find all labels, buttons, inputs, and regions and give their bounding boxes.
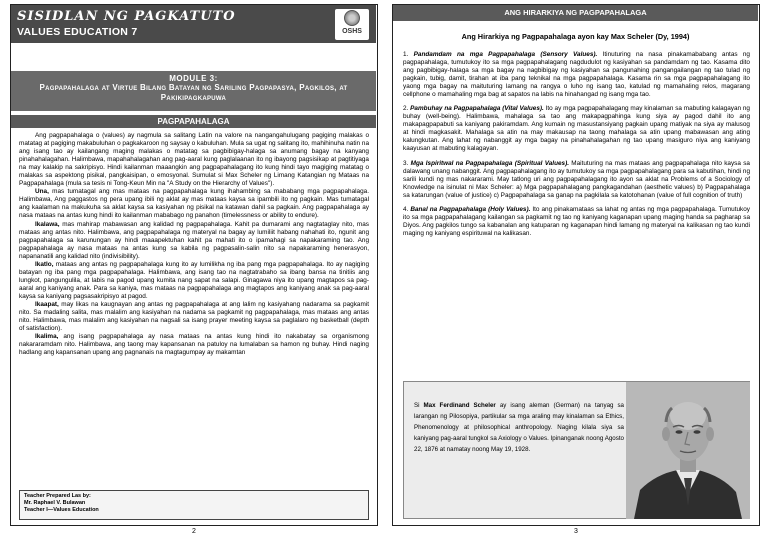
portrait-photo (626, 382, 750, 519)
teacher-credit-box (19, 490, 369, 520)
teacher-name: Mr. Raphael V. Bulawan (24, 500, 86, 506)
teacher-credit-label: Teacher Prepared Las by: (24, 493, 91, 499)
list-item: 3. Mga Ispiritwal na Pagpapahalaga (Spiritual Values). Maituturing na mas mataas ang pagpapahalaga nito kaysa sa dalawang unang nabanggit. Ang pagpapahalagang ito ay tumutukoy sa mga pagpapahalagang para sa kabutihan, hindi ng sarili kundi ng mas nakararami. May tatlong uri ang pagpapahalagang ito ayon sa aklat na Problems of a Sociology of Knowledge na isinulat ni Max Scheler: a) Mga pagpapahalagang pangkagandahan (aesthetic values) b) Pagpapahalaga sa katarungan (value of justice) c) Pagpapahalaga sa ganap na pagkilala sa katotohanan (value of full cognition of truth) (403, 159, 750, 199)
section-title: Ang Hirarkiya ng Pagpapahalaga ayon kay Max Scheler (Dy, 1994) (461, 32, 690, 41)
body-text (19, 132, 369, 357)
list-item: 1. Pandamdam na mga Pagpapahalaga (Sensory Values). Itinuturing na nasa pinakamababang antas ng pagpapahalaga, tumutukoy ito sa mga pagpapahalagang nagdudulot ng kasiyahan sa pandamdam ng tao. Kasama dito ang pagbibigay-halaga sa mga bagay na nagbibigay ng kasiyahan sa pangunahing pangangailangan ng tao tulad ng pagkain, tubig, damit, tirahan at iba pang teknikal na mga pagpapahalaga. Kasama rin sa mga pagpapahalagang ito yaong mga bagay na maituturing lamang na rangya o luho ng isang tao, katulad ng mamahaling relos, magarang cellphone o mamahaling mga bag at sapatos na labis na hinahangad ng isang mga tao. (403, 51, 750, 98)
logo-text: OSHS (342, 28, 362, 35)
bio-box (403, 381, 750, 519)
teacher-role: Teacher I—Values Education (24, 507, 99, 513)
module-title: MODULE 3: (169, 74, 218, 83)
hierarchy-list (403, 51, 750, 245)
brand-header (11, 5, 376, 43)
seal-icon (344, 10, 360, 26)
paragraph: Ikalima, ang isang pagpapahalaga ay nasa mataas na antas kung hindi ito nakabatay sa organismong nakararamdam nito. Halimbawa, ang taong may kapansanan na patuloy na lumalaban sa hamon ng buhay. Hindi naging hadlang ang kapansanan upang ang pagnanais na magtagumpay ay makamtan (19, 333, 369, 357)
bio-text: Si Max Ferdinand Scheler ay isang aleman (German) na tanyag sa larangan ng Pilosopiya, partikular sa mga araling may kinalaman sa Ethics, Phenomenology at philosophical anthropology. Naging kilala siya sa kaniyang pag-aaral tungkol sa Axiology o Values. Ipinanganak noong Agosto 22, 1876 at namatay noong May 19, 1928. (414, 402, 624, 453)
section-header: ANG HIRARKIYA NG PAGPAPAHALAGA (393, 5, 758, 21)
brand-title: SISIDLAN NG PAGKATUTO (17, 9, 236, 24)
paragraph: Ikaapat, may likas na kaugnayan ang antas ng pagpapahalaga at ang lalim ng kasiyahang nadarama sa pagkamit nito. Sa madaling salita, mas malalim ang kasiyahan na nadama sa pagkamit ng pagpapahalaga, mas mataas ang antas nito. Halimbawa, mas malalim ang kasiyahan na nagsali sa isang prayer meeting kaysa sa paglalaro ng basketball (depth of satisfaction). (19, 300, 369, 333)
list-item: 4. Banal na Pagpapahalaga (Holy Values). Ito ang pinakamataas sa lahat ng antas ng mga pagpapahalaga. Tumutukoy ito sa mga pagpapahalagang kailangan sa pagkamit ng tao ng kaniyang kaganapan upang maging handa sa pagharap sa Diyos. Ang pagkilos tungo sa kabanalan ang katuparan ng kaganapan hindi lamang ng materyal na kalikasan ng tao kundi maging ng kaniyang espirituwal na kalikasan. (403, 206, 750, 238)
module-subtitle: Pagpapahalaga at Virtue Bilang Batayan ng Sariling Pagpapasya, Pagkilos, at Pakikipagkapuwa (39, 83, 348, 102)
module-box (11, 71, 376, 111)
school-logo (335, 9, 369, 40)
paragraph: Ikatlo, mataas ang antas ng pagpapahalaga kung ito ay lumilikha ng iba pang mga pagpapahalaga. Ito ay nagiging batayan ng iba pang mga pagpapahalaga. Halimbawa, ang isang tao na nagtatrabaho sa ibang bansa na tinitiis ang lungkot, pangungulila, at labis na pagod upang kumita nang sapat na salapi. Ginagawa niya ito upang magtapos sa pag-aaral ang kaniyang anak. Para sa kaniya, mas mataas na pagpapahalaga ang magtapos ang kaniyang anak sa pag-aaral kaysa sa kaniyang pagsasakripisyo at pagod. (19, 260, 369, 300)
paragraph: Ikalawa, mas mahirap mabawasan ang kalidad ng pagpapahalaga. Kahit pa dumarami ang nagtataglay nito, mas mataas ang antas nito. Halimbawa, ang pagpapahalaga ng materyal na bagay ay lumiliit habang nahahati ito, ngunit ang pagpapahalaga sa karunungan ay hindi maaapektuhan kahit pa mahati ito o ipamahagi sa napakaraming tao. Ang pagpapahalaga ay nasa mataas na antas kung sa kabila ng pagpasalin-salin nito sa napakaraming henerasyon, napananatili ang kalidad nito (indivisibility). (19, 220, 369, 260)
list-item: 2. Pambuhay na Pagpapahalaga (Vital Values). Ito ay mga pagpapahalagang may kinalaman sa mabuting kalagayan ng buhay (well-being). Halimbawa, mahalaga sa tao ang makapagpahinga kung siya ay pagod dahil ito ang makapagpapabuti sa kaniyang pakiramdam. Ang kumain ng masustansiyang pagkain upang matiyak na siya ay malusog at hindi magkasakit. Mahalaga sa atin na may makausap na taong mahalaga sa atin upang mabawasan ang ating kalungkutan. Ang lahat ng nabanggit ay mga bagay na pinahahalagahan ng tao upang masiguro niya ang kaniyang kaayusan at mabuting kalagayan. (403, 105, 750, 152)
brand-subtitle: VALUES EDUCATION 7 (17, 26, 138, 38)
section-title: PAGPAPAHALAGA (11, 115, 376, 128)
paragraph: Ang pagpapahalaga o (values) ay nagmula sa salitang Latin na valore na nangangahulugang pagiging malakas o matatag at pagiging makabuluhan o pagkakaroon ng saysay o kabuluhan. Mula sa ugat ng salitang ito, mahihinuha natin na ang isang tao ay kailangang maging malakas o matatag sa pagbibigay-halaga sa anumang bagay na kanyang pinahahalagahan. Halimbawa, mapahahalagahan ang pag-aaral kung paglalaanan ito ng ibayong pagsisikap at pagtitiyaga na may kalakip na sakripisyo. Hindi kailanman maaangkin ang pagpapahalagang ito kung hindi tayo magiging matatag o malakas sa aspektong pisikal, pangkaisipan, o emosyonal. Sumulat si Max Scheler ng Limang Katangian ng Mataas na Pagpapahalaga (mula sa tesis ni Tong-Keun Min na "A Study on the Hierarchy of Values"). (19, 132, 369, 188)
paragraph: Una, mas tumatagal ang mas mataas na pagpapahalaga kung ihahambing sa mababang mga pagpapahalaga. Halimbawa, Ang paggastos ng pera upang ibili ng aklat ay mas mataas kaysa sa ipambili ito ng pagkain. Mas tumatagal ang kaalaman na makukuha sa aklat kaysa sa kasiyahan ng pisikal na katawan dahil sa pagkain. Ang pagpapahalaga ay nasa mataas na antas kung hindi ito kailanman mababago ng panahon (timelessness or ability to endure). (19, 188, 369, 220)
right-page (392, 4, 760, 526)
page-number-left: 2 (192, 528, 196, 535)
portrait-icon (626, 382, 750, 519)
page-number-right: 3 (574, 528, 578, 535)
left-page (10, 4, 378, 526)
